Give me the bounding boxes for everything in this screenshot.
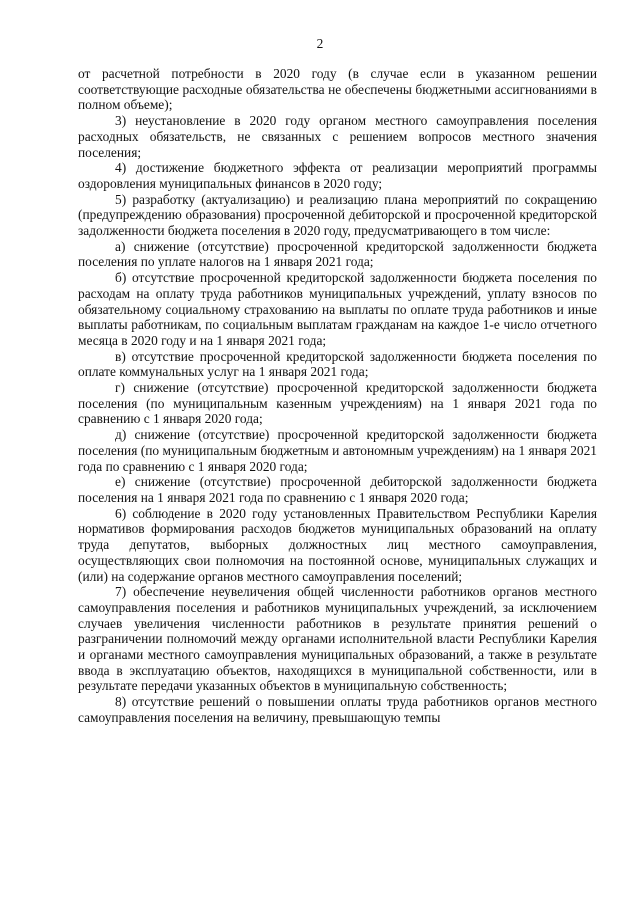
page-number: 2 <box>316 36 324 51</box>
paragraph: 8) отсутствие решений о повышении оплаты труда работников органов местного самоуправления поселения на величину, превышающую темпы <box>78 694 597 725</box>
paragraph: в) отсутствие просроченной кредиторской задолженности бюджета поселения по оплате коммунальных услуг на 1 января 2021 года; <box>78 348 597 380</box>
paragraph: а) снижение (отсутствие) просроченной кредиторской задолженности бюджета поселения по уплате налогов на 1 января 2021 года; <box>78 238 597 270</box>
paragraph: е) снижение (отсутствие) просроченной дебиторской задолженности бюджета поселения на 1 января 2021 года по сравнению с 1 января 2020 года; <box>78 474 597 505</box>
paragraph: 7) обеспечение неувеличения общей численности работников органов местного самоуправления поселения и работников муниципальных учреждений, за исключением случаев увеличения численности работников в результате принятия решений о разграничении полномочий между органами исполнительной власти Республики Карелия и органами местного самоуправления муниципальных образований, а также в результате ввода в эксплуатацию объектов, находящихся в муниципальной собственности, или в результате передачи указанных объектов в муниципальную собственность; <box>78 584 597 694</box>
paragraph: 6) соблюдение в 2020 году установленных Правительством Республики Карелия нормативов формирования расходов бюджетов муниципальных образований на оплату труда депутатов, выборных должностных лиц местного самоуправления, осуществляющих свои полномочия на постоянной основе, муниципальных служащих и (или) на содержание органов местного самоуправления поселений; <box>78 505 597 584</box>
paragraph: 3) неустановление в 2020 году органом местного самоуправления поселения расходных обязательств, не связанных с решением вопросов местного значения поселения; <box>78 113 597 160</box>
paragraph: б) отсутствие просроченной кредиторской задолженности бюджета поселения по расходам на оплату труда работников муниципальных учреждений, уплату взносов по обязательному социальному страхованию на выплаты по оплате труда работников и иные выплаты работникам, по социальным выплатам гражданам на каждое 1-е число отчетного месяца в 2020 году и на 1 января 2021 года; <box>78 270 597 348</box>
paragraph: д) снижение (отсутствие) просроченной кредиторской задолженности бюджета поселения (по муниципальным бюджетным и автономным учреждениям) на 1 января 2021 года по сравнению с 1 января 2020 года; <box>78 427 597 474</box>
paragraph: от расчетной потребности в 2020 году (в случае если в указанном решении соответствующие расходные обязательства не обеспечены бюджетными ассигнованиями в полном объеме); <box>78 66 597 113</box>
document-body <box>78 66 597 726</box>
paragraph: 4) достижение бюджетного эффекта от реализации мероприятий программы оздоровления муниципальных финансов в 2020 году; <box>78 160 597 191</box>
paragraph: г) снижение (отсутствие) просроченной кредиторской задолженности бюджета поселения (по муниципальным казенным учреждениям) на 1 января 2021 года по сравнению с 1 января 2020 года; <box>78 380 597 427</box>
paragraph: 5) разработку (актуализацию) и реализацию плана мероприятий по сокращению (предупреждению образования) просроченной дебиторской и просроченной кредиторской задолженности бюджета поселения в 2020 году, предусматривающего в том числе: <box>78 191 597 239</box>
